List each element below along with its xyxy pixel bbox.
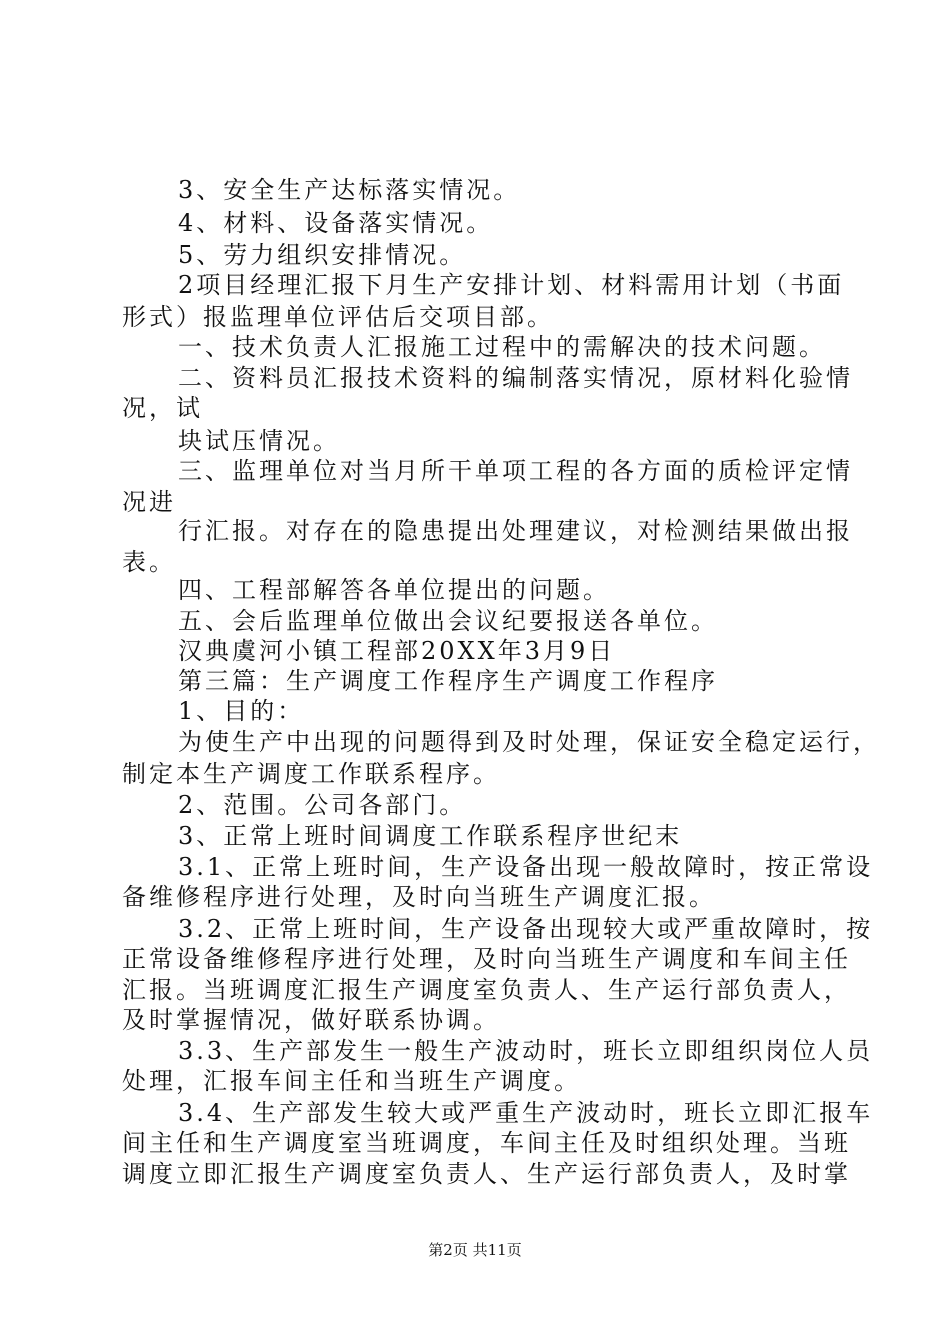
text-line: 3.4、生产部发生较大或严重生产波动时，班长立即汇报车 (178, 1099, 874, 1127)
page-number-footer: 第2页 共11页 (428, 1241, 522, 1259)
text-line: 3.1、正常上班时间，生产设备出现一般故障时，按正常设 (178, 853, 874, 881)
text-line: 3、正常上班时间调度工作联系程序世纪末 (178, 822, 683, 850)
text-line: 二、资料员汇报技术资料的编制落实情况，原材料化验情 (178, 364, 853, 392)
text-line: 五、会后监理单位做出会议纪要报送各单位。 (178, 607, 718, 635)
text-line: 处理，汇报车间主任和当班生产调度。 (122, 1067, 581, 1095)
text-line: 形式）报监理单位评估后交项目部。 (122, 303, 554, 331)
text-line: 一、技术负责人汇报施工过程中的需解决的技术问题。 (178, 333, 826, 361)
text-line: 3、安全生产达标落实情况。 (178, 176, 521, 204)
text-line: 块试压情况。 (178, 427, 340, 455)
text-line: 及时掌握情况，做好联系协调。 (122, 1006, 500, 1034)
text-line: 备维修程序进行处理，及时向当班生产调度汇报。 (122, 883, 716, 911)
text-line: 四、工程部解答各单位提出的问题。 (178, 576, 610, 604)
text-line: 制定本生产调度工作联系程序。 (122, 760, 500, 788)
text-line: 3.2、正常上班时间，生产设备出现较大或严重故障时，按 (178, 915, 874, 943)
text-line: 行汇报。对存在的隐患提出处理建议，对检测结果做出报 (178, 517, 853, 545)
text-line: 况进 (122, 488, 176, 516)
text-line: 5、劳力组织安排情况。 (178, 241, 467, 269)
text-line: 3.3、生产部发生一般生产波动时，班长立即组织岗位人员 (178, 1037, 874, 1065)
text-line: 汇报。当班调度汇报生产调度室负责人、生产运行部负责人， (122, 976, 851, 1004)
text-line: 2项目经理汇报下月生产安排计划、材料需用计划（书面 (178, 271, 845, 299)
section-heading: 第三篇：生产调度工作程序生产调度工作程序 (178, 667, 718, 695)
text-line: 汉典虞河小镇工程部20XX年3月9日 (178, 637, 616, 665)
text-line: 间主任和生产调度室当班调度，车间主任及时组织处理。当班 (122, 1129, 851, 1157)
text-line: 4、材料、设备落实情况。 (178, 209, 494, 237)
text-line: 1、目的： (178, 697, 305, 725)
text-line: 三、监理单位对当月所干单项工程的各方面的质检评定情 (178, 457, 853, 485)
text-line: 正常设备维修程序进行处理，及时向当班生产调度和车间主任 (122, 945, 851, 973)
text-line: 表。 (122, 548, 176, 576)
text-line: 2、范围。公司各部门。 (178, 791, 467, 819)
text-line: 调度立即汇报生产调度室负责人、生产运行部负责人，及时掌 (122, 1160, 851, 1188)
text-line: 况，试 (122, 394, 203, 422)
text-line: 为使生产中出现的问题得到及时处理，保证安全稳定运行， (178, 728, 880, 756)
